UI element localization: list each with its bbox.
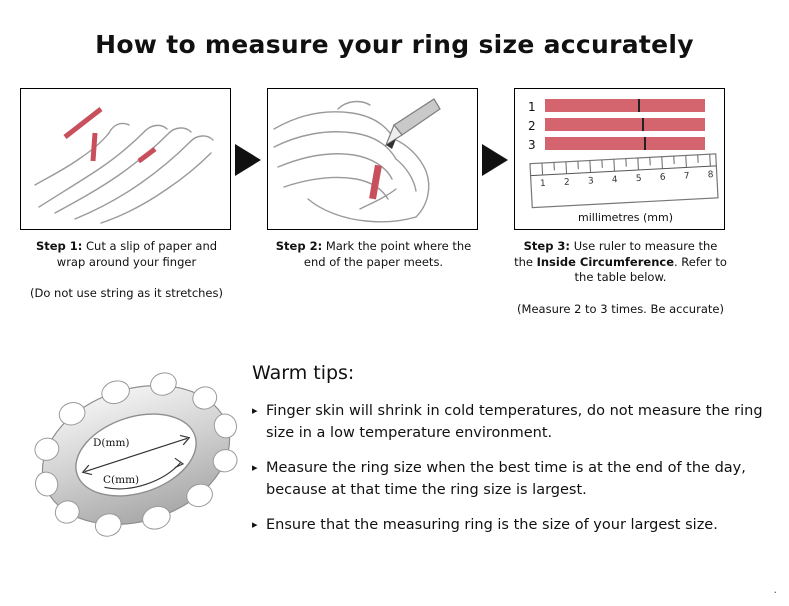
arrow-right-icon xyxy=(482,144,508,176)
step-1-label: Step 1: xyxy=(35,239,83,253)
step-2-text: Mark the point where the end of the paper meets. xyxy=(303,239,472,269)
step-1-caption xyxy=(20,239,233,270)
svg-text:5: 5 xyxy=(635,173,642,185)
page-title: How to measure your ring size accurately xyxy=(95,30,694,59)
svg-text:6: 6 xyxy=(659,172,666,183)
svg-text:4: 4 xyxy=(611,175,618,186)
ring-illustration xyxy=(26,350,246,560)
svg-text:millimetres (mm): millimetres (mm) xyxy=(578,211,674,224)
warm-tips-section xyxy=(252,362,772,548)
step-2-caption xyxy=(267,239,480,270)
tip-item xyxy=(252,514,772,536)
step-3-note: (Measure 2 to 3 times. Be accurate) xyxy=(517,301,724,316)
bullet-triangle-icon: ▸ xyxy=(252,404,258,417)
ring-circumference-label: C(mm) xyxy=(103,474,140,486)
step-3-text-bold: Inside Circumference xyxy=(536,254,674,269)
step-2-illustration xyxy=(267,88,478,230)
warm-tips-heading: Warm tips: xyxy=(252,362,355,384)
step-1 xyxy=(20,88,233,300)
arrow-right-icon xyxy=(235,144,261,176)
svg-text:7: 7 xyxy=(683,171,690,182)
tip-text: Finger skin will shrink in cold temperatures, do not measure the ring size in a low temperature environment. xyxy=(266,403,763,442)
step-2-label: Step 2: xyxy=(275,239,323,253)
svg-text:3: 3 xyxy=(528,138,536,152)
tip-text: Ensure that the measuring ring is the size of your largest size. xyxy=(266,516,718,533)
svg-text:1: 1 xyxy=(528,100,536,114)
svg-text:2: 2 xyxy=(528,119,536,133)
footer-mark: . xyxy=(773,583,777,596)
bullet-triangle-icon: ▸ xyxy=(252,517,258,531)
step-3-label: Step 3: xyxy=(523,239,571,253)
step-3-text-b: the xyxy=(514,254,533,269)
steps-row xyxy=(18,88,771,338)
ring-diameter-label: D(mm) xyxy=(93,437,130,449)
step-1-text: Cut a slip of paper and wrap around your finger xyxy=(56,239,218,269)
svg-text:3: 3 xyxy=(587,176,594,187)
step-3-caption xyxy=(514,239,727,286)
step-2 xyxy=(267,88,480,270)
svg-text:1: 1 xyxy=(539,178,547,190)
step-3-text-c: . Refer to the table below. xyxy=(574,254,727,285)
step-3-illustration xyxy=(514,88,725,230)
tip-item xyxy=(252,457,772,502)
step-1-illustration xyxy=(20,88,231,230)
step-3 xyxy=(514,88,727,316)
svg-text:2: 2 xyxy=(563,177,571,188)
step-3-text-a: Use ruler to measure the xyxy=(573,239,718,253)
svg-text:8: 8 xyxy=(707,170,714,181)
tip-item xyxy=(252,400,772,445)
tip-text: Measure the ring size when the best time is at the end of the day, because at that time the ring size is largest. xyxy=(266,459,746,499)
bullet-triangle-icon: ▸ xyxy=(252,460,258,474)
step-1-note: (Do not use string as it stretches) xyxy=(30,286,223,301)
